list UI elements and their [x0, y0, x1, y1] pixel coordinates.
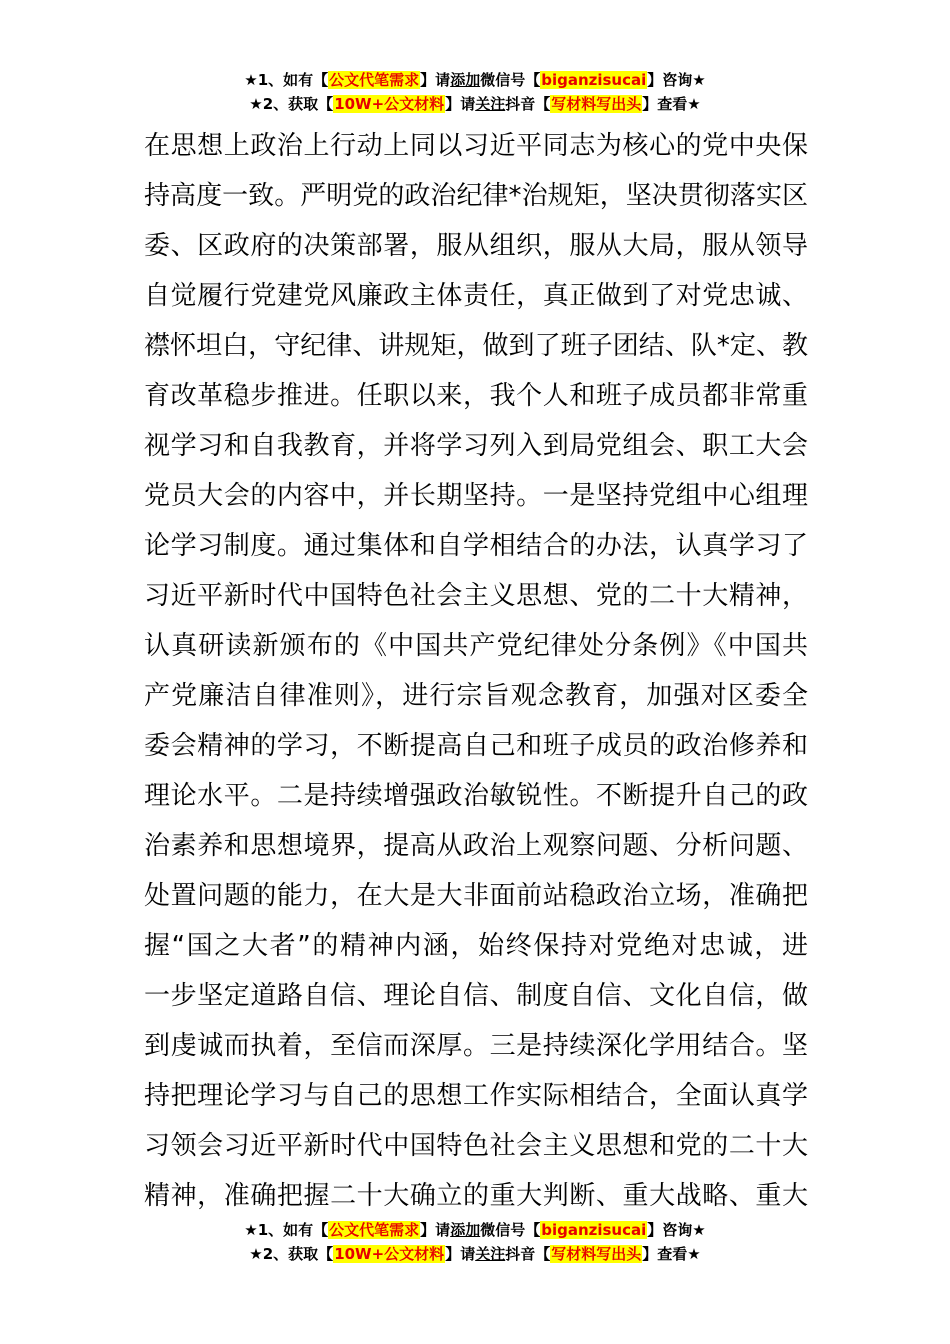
- banner-highlight: 10W+公文材料: [334, 1245, 445, 1263]
- body-line: 治素养和思想境界，提高从政治上观察问题、分析问题、: [144, 831, 808, 861]
- banner-text: 抖音【: [505, 95, 551, 113]
- banner-highlight: 公文代笔需求: [329, 71, 420, 89]
- body-line: 委、区政府的决策部署，服从组织，服从大局，服从领导: [144, 231, 808, 261]
- banner-underlined-text: 关注: [475, 95, 506, 113]
- document-body: [144, 121, 808, 1221]
- body-line: 育改革稳步推进。任职以来，我个人和班子成员都非常重: [144, 381, 808, 411]
- bottom-banner: [0, 1218, 950, 1266]
- banner-underlined-text: 关注: [475, 1245, 506, 1263]
- banner-line-2: [0, 1242, 950, 1266]
- body-line: 党员大会的内容中，并长期坚持。一是坚持党组中心组理: [144, 481, 808, 511]
- banner-text: 】请: [420, 71, 451, 89]
- body-line: 一步坚定道路自信、理论自信、制度自信、文化自信，做: [144, 981, 808, 1011]
- banner-highlight-wechat: biganzisucai: [541, 71, 647, 89]
- banner-text: 】咨询★: [647, 1221, 706, 1239]
- body-line: 在思想上政治上行动上同以习近平同志为核心的党中央保: [144, 131, 808, 161]
- body-line: 处置问题的能力，在大是大非面前站稳政治立场，准确把: [144, 881, 808, 911]
- body-line: 精神，准确把握二十大确立的重大判断、重大战略、重大: [144, 1181, 808, 1211]
- banner-text: ★1、如有【: [244, 1221, 329, 1239]
- banner-text: 】查看★: [642, 1245, 701, 1263]
- banner-highlight-douyin: 写材料写出头: [551, 1245, 642, 1263]
- banner-text: 】查看★: [642, 95, 701, 113]
- banner-line-2: [0, 92, 950, 116]
- body-line: 理论水平。二是持续增强政治敏锐性。不断提升自己的政: [144, 781, 808, 811]
- banner-highlight: 公文代笔需求: [329, 1221, 420, 1239]
- banner-highlight: 10W+公文材料: [334, 95, 445, 113]
- banner-text: 】咨询★: [647, 71, 706, 89]
- banner-text: ★1、如有【: [244, 71, 329, 89]
- body-line: 到虔诚而执着，至信而深厚。三是持续深化学用结合。坚: [144, 1031, 808, 1061]
- body-line: 论学习制度。通过集体和自学相结合的办法，认真学习了: [144, 531, 808, 561]
- body-line: 认真研读新颁布的《中国共产党纪律处分条例》《中国共: [144, 631, 808, 661]
- body-line: 握“国之大者”的精神内涵，始终保持对党绝对忠诚，进: [144, 931, 808, 961]
- body-line: 视学习和自我教育，并将学习列入到局党组会、职工大会: [144, 431, 808, 461]
- banner-text: 微信号【: [480, 1221, 541, 1239]
- banner-line-1: [0, 1218, 950, 1242]
- banner-highlight-wechat: biganzisucai: [541, 1221, 647, 1239]
- banner-text: 】请: [445, 95, 476, 113]
- banner-text: 】请: [445, 1245, 476, 1263]
- banner-underlined-text: 添加: [450, 71, 481, 89]
- body-line: 委会精神的学习，不断提高自己和班子成员的政治修养和: [144, 731, 808, 761]
- banner-text: 】请: [420, 1221, 451, 1239]
- banner-line-1: [0, 68, 950, 92]
- banner-text: 微信号【: [480, 71, 541, 89]
- top-banner: [0, 68, 950, 116]
- banner-text: 抖音【: [505, 1245, 551, 1263]
- body-line: 习近平新时代中国特色社会主义思想、党的二十大精神，: [144, 581, 808, 611]
- banner-highlight-douyin: 写材料写出头: [551, 95, 642, 113]
- banner-text: ★2、获取【: [249, 95, 334, 113]
- banner-underlined-text: 添加: [450, 1221, 481, 1239]
- banner-text: ★2、获取【: [249, 1245, 334, 1263]
- body-line: 襟怀坦白，守纪律、讲规矩，做到了班子团结、队*定、教: [144, 331, 808, 361]
- body-line: 持高度一致。严明党的政治纪律*治规矩，坚决贯彻落实区: [144, 181, 808, 211]
- body-line: 产党廉洁自律准则》，进行宗旨观念教育，加强对区委全: [144, 681, 808, 711]
- body-line: 持把理论学习与自己的思想工作实际相结合，全面认真学: [144, 1081, 808, 1111]
- body-line: 自觉履行党建党风廉政主体责任，真正做到了对党忠诚、: [144, 281, 808, 311]
- body-line: 习领会习近平新时代中国特色社会主义思想和党的二十大: [144, 1131, 808, 1161]
